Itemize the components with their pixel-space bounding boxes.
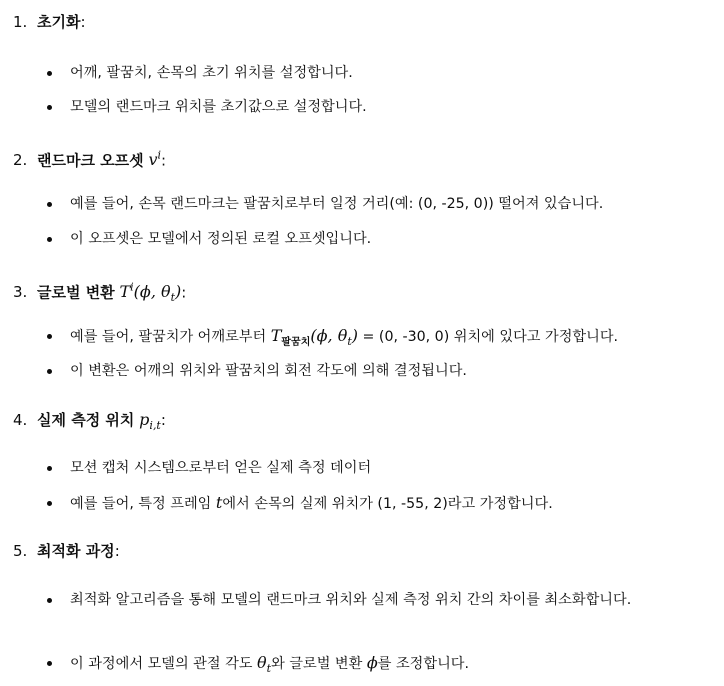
bullet-dot	[47, 71, 52, 76]
section-number: 3.	[13, 283, 28, 302]
math-phi: ϕ	[366, 653, 378, 672]
bullet-dot	[47, 105, 52, 110]
math-global-transform: $T^i(\phi$, $\theta_t$)	[119, 281, 182, 305]
section-title: 초기화	[37, 13, 81, 31]
section-5-heading	[13, 540, 120, 562]
bullet-dot	[47, 466, 52, 471]
section-3-heading	[13, 277, 187, 305]
section-number: 5.	[13, 542, 28, 560]
section-colon: :	[181, 283, 187, 302]
section-4-heading	[13, 409, 166, 431]
bullet-text: 예를 들어, 팔꿈치가 어깨로부터 $T_{팔꿈치}(\phi$, $\theta_t) = (0$, -30, 0) 위치에 있다고 가정합니다.	[70, 326, 619, 349]
bullet-dot	[47, 237, 52, 242]
section-number: 4.	[13, 411, 28, 429]
section-colon: :	[161, 151, 167, 170]
section-colon: :	[114, 542, 120, 560]
bullet-dot	[47, 369, 52, 374]
section-title: 랜드마크 오프셋	[37, 151, 144, 170]
bullet-text: 최적화 알고리즘을 통해 모델의 랜드마크 위치와 실제 측정 위치 간의 차이를 최소화합니다.	[70, 592, 632, 608]
section-colon: :	[80, 13, 86, 31]
bullet-text: 예를 들어, 특정 프레임 t에서 손목의 실제 위치가 (1, -55, 2)라고 가정합니다.	[70, 493, 553, 512]
section-colon: :	[160, 411, 166, 429]
bullet-dot	[47, 202, 52, 207]
bullet-text: 모션 캡처 시스템으로부터 얻은 실제 측정 데이터	[70, 460, 372, 476]
bullet-text: 이 과정에서 모델의 관절 각도 $\theta_t$와 글로벌 변환 ϕ를 조정합니다.	[70, 653, 470, 676]
bullet-dot	[47, 501, 52, 506]
section-2-heading	[13, 145, 167, 170]
section-title: 실제 측정 위치	[37, 411, 135, 429]
bullet-text: 예를 들어, 손목 랜드마크는 팔꿈치로부터 일정 거리(예: (0, -25, 0)) 떨어져 있습니다.	[70, 196, 604, 212]
math-elbow-transform: $T_{팔꿈치}(\phi$, $\theta_t$)	[270, 326, 358, 349]
bullet-dot	[47, 334, 52, 339]
math-offset: $v^i$	[148, 149, 162, 170]
section-title: 최적화 과정	[37, 542, 115, 560]
section-title: 글로벌 변환	[37, 283, 115, 302]
bullet-dot	[47, 661, 52, 666]
bullet-dot	[47, 598, 52, 603]
section-1-heading	[13, 11, 86, 33]
bullet-text: 이 오프셋은 모델에서 정의된 로컬 오프셋입니다.	[70, 231, 372, 247]
math-measured-position: $p_{i,t}$	[139, 410, 161, 433]
section-number: 1.	[13, 13, 28, 31]
math-joint-angle: $\theta_t$	[257, 653, 272, 676]
bullet-text: 이 변환은 어깨의 위치와 팔꿈치의 회전 각도에 의해 결정됩니다.	[70, 363, 467, 379]
math-frame-t: t	[215, 493, 223, 512]
bullet-text: 모델의 랜드마크 위치를 초기값으로 설정합니다.	[70, 99, 367, 115]
section-number: 2.	[13, 151, 28, 170]
bullet-text: 어깨, 팔꿈치, 손목의 초기 위치를 설정합니다.	[70, 65, 353, 81]
